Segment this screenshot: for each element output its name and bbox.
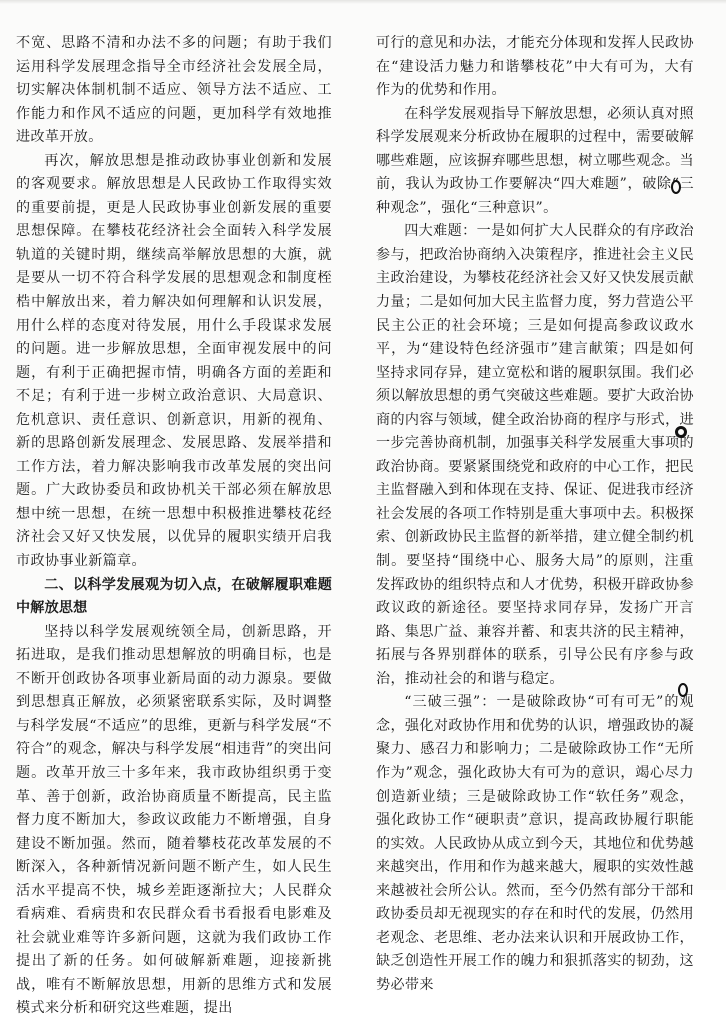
binding-hole-mark (678, 683, 688, 697)
scan-top-edge (0, 0, 726, 4)
paragraph: 四大难题：一是如何扩大人民群众的有序政治参与，把政治协商纳入决策程序，推进社会主义民主政治建设，为攀枝花经济社会又好又快发展贡献力量；二是如何加大民主监督力度，努力营造公平民主公正的社会环境；三是如何提高参政议政水平，为“建设特色经济强市”建言献策；四是如何坚持求同存异，建立宽松和谐的履职氛围。我们必须以解放思想的勇气突破这些难题。要扩大政治协商的内容与领域，健全政治协商的程序与形式，进一步完善协商机制，加强事关科学发展重大事项的政治协商。要紧紧围绕党和政府的中心工作，把民主监督融入到和体现在支持、保证、促进我市经济社会发展的各项工作特别是重大事项中去。积极探索、创新政协民主监督的新举措，建立健全制约机制。要坚持“围绕中心、服务大局”的原则，注重发挥政协的组织特点和人才优势，积极开辟政协参政议政的新途径。要坚持求同存异，发扬广开言路、集思广益、兼容并蓄、和衷共济的民主精神，拓展与各界别群体的联系，引导公民有序参与政治，推动社会的和谐与稳定。 (376, 223, 694, 687)
paragraph: 在科学发展观指导下解放思想，必须认真对照科学发展观来分析政协在履职的过程中，需要破解哪些难题，应该摒弃哪些思想，树立哪些观念。当前，我认为政协工作要解决“四大难题”，破除“三种观念”，强化“三种意识”。 (376, 105, 694, 216)
binding-hole-mark (675, 426, 687, 438)
paragraph: 不宽、思路不清和办法不多的问题；有助于我们运用科学发展理念指导全市经济社会发展全局，切实解决体制机制不适应、领导方法不适应、工作能力和作风不适应的问题，更加科学有效地推进改革开放。 (16, 35, 332, 146)
paragraph: 可行的意见和办法，才能充分体现和发挥人民政协在“建设活力魅力和谐攀枝花”中大有可为，大有作为的优势和作用。 (376, 35, 694, 99)
section-heading: 二、以科学发展观为切入点，在破解履职难题中解放思想 (16, 576, 332, 617)
paragraph: “三破三强”：一是破除政协“可有可无”的观念，强化对政协作用和优势的认识，增强政协的凝聚力、感召力和影响力；二是破除政协工作“无所作为”观念，强化政协大有可为的意识，竭心尽力创造新业绩；三是破除政协工作“软任务”观念，强化政协工作“硬职责”意识，提高政协履行职能的实效。人民政协从成立到今天，其地位和优势越来越突出，作用和作为越来越大，履职的实效性越来越被社会所公认。然而，至今仍然有部分干部和政协委员却无视现实的存在和时代的发展，仍然用老观念、老思维、老办法来认识和开展政协工作，缺乏创造性开展工作的魄力和狠抓落实的韧劲，这势必带来 (376, 694, 694, 993)
paragraph: 坚持以科学发展观统领全局，创新思路，开拓进取，是我们推动思想解放的明确目标，也是不断开创政协各项事业新局面的动力源泉。要做到思想真正解放，必须紧密联系实际，及时调整与科学发展“不适应”的思维，更新与科学发展“不符合”的观念，解决与科学发展“相违背”的突出问题。改革开放三十多年来，我市政协组织勇于变革、善于创新，政治协商质量不断提高，民主监督力度不断加大，参政议政能力不断增强，自身建设不断加强。然而，随着攀枝花改革发展的不断深入，各种新情况新问题不断产生，如人民生活水平提高不快，城乡差距逐渐拉大；人民群众看病难、看病贵和农民群众看书看报看电影难及社会就业难等许多新问题，这就为我们政协工作提出了新的任务。如何破解新难题，迎接新挑战，唯有不断解放思想，用新的思维方式和发展模式来分析和研究这些难题，提出 (16, 623, 332, 1017)
right-column (376, 32, 694, 997)
left-column (16, 32, 332, 1021)
binding-hole-mark (671, 180, 681, 194)
paragraph: 再次，解放思想是推动政协事业创新和发展的客观要求。解放思想是人民政协工作取得实效的重要前提，更是人民政协事业创新发展的重要思想保障。在攀枝花经济社会全面转入科学发展轨道的关键时期，继续高举解放思想的大旗，就是要从一切不符合科学发展的思想观念和制度桎梏中解放出来，着力解决如何理解和认识发展，用什么样的态度对待发展，用什么手段谋求发展的问题。进一步解放思想，全面审视发展中的问题，有利于正确把握市情，明确各方面的差距和不足；有利于进一步树立政治意识、大局意识、危机意识、责任意识、创新意识，用新的视角、新的思路创新发展理念、发展思路、发展举措和工作方法，着力解决影响我市改革发展的突出问题。广大政协委员和政协机关干部必须在解放思想中统一思想，在统一思想中积极推进攀枝花经济社会又好又快发展，以优异的履职实绩开启我市政协事业新篇章。 (16, 152, 332, 570)
